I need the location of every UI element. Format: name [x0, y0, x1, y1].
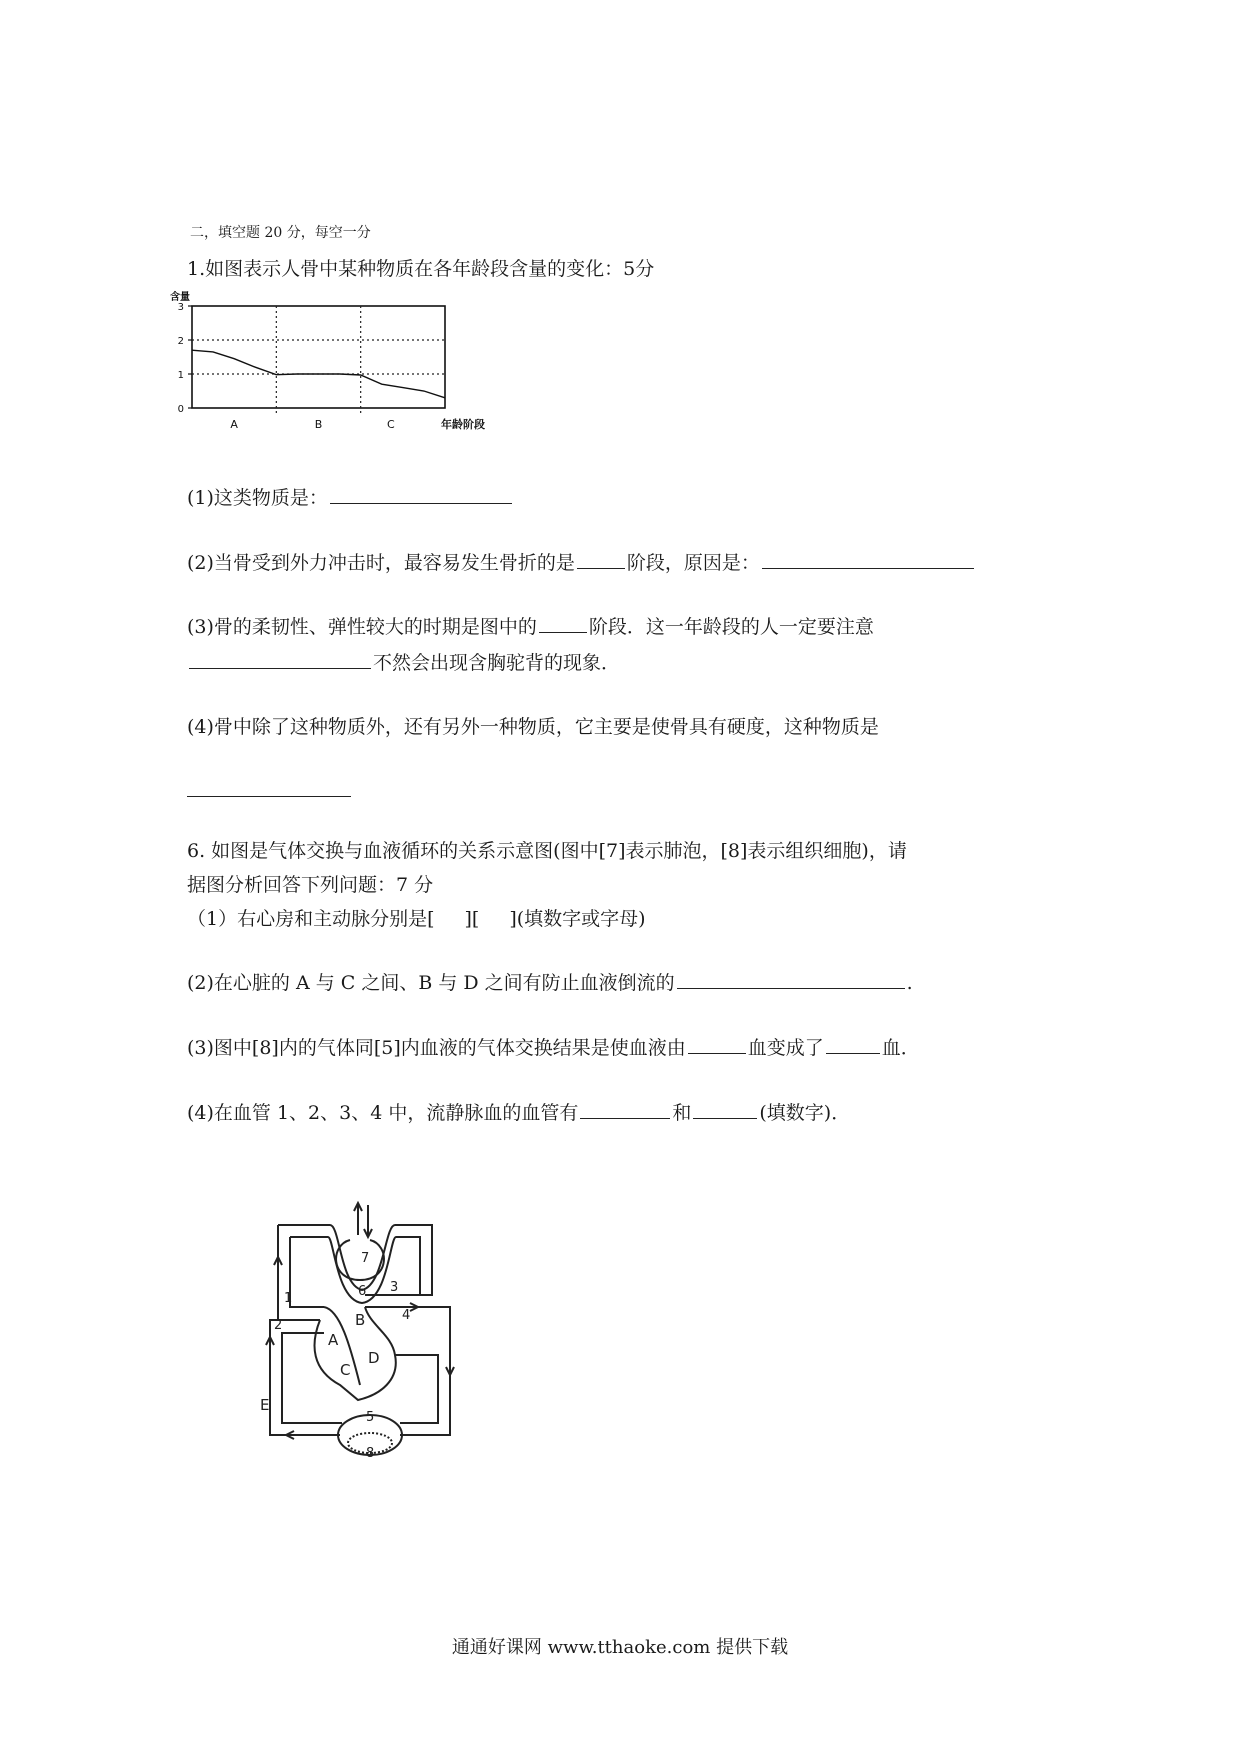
q6-title-line2: 据图分析回答下列问题：7 分	[187, 874, 434, 896]
q1-part1	[187, 483, 514, 510]
q1-part3-text-a: (3)骨的柔韧性、弹性较大的时期是图中的	[187, 616, 537, 638]
q1-part3	[187, 612, 874, 639]
chart-ylabel: 含量	[170, 292, 190, 303]
diagram-label-1: 1	[284, 1291, 293, 1306]
q1-part3-line2	[187, 648, 620, 675]
diagram-label-B: B	[355, 1311, 366, 1329]
q6-part2	[187, 968, 913, 995]
q6-part4-text-b: 和	[672, 1102, 692, 1124]
q6-part4-text-a: (4)在血管 1、2、3、4 中，流静脉血的血管有	[187, 1102, 579, 1124]
diagram-label-D: D	[368, 1349, 380, 1367]
q1-part1-text: (1)这类物质是：	[187, 487, 328, 509]
diagram-label-6: 6	[358, 1284, 367, 1299]
q6-part3-text-b: 血变成了	[747, 1037, 824, 1059]
q1-part3-text-b: 阶段．这一年龄段的人一定要注意	[588, 616, 874, 638]
diagram-label-3: 3	[390, 1280, 399, 1295]
chart-ytick-label-0: 0	[177, 404, 184, 415]
systemic-artery-4	[400, 1307, 450, 1435]
q1-part3-blank-attention[interactable]	[189, 667, 371, 669]
q6-part3-text-c: 血．	[881, 1037, 920, 1059]
diagram-label-7: 7	[361, 1251, 370, 1266]
chart-xlabel: 年龄阶段	[441, 418, 485, 431]
q1-part1-blank[interactable]	[330, 502, 512, 504]
diagram-label-E: E	[260, 1396, 270, 1414]
q6-part4-blank-1[interactable]	[580, 1117, 670, 1119]
section-header: 二，填空题 20 分，每空一分	[190, 225, 371, 241]
footer: 通通好课网 www.tthaoke.com 提供下载	[451, 1637, 789, 1658]
chart-ytick-label-1: 1	[177, 370, 184, 381]
q6-part2-text-b: .	[906, 972, 913, 994]
q6-part1	[187, 904, 646, 931]
q6-part4-blank-2[interactable]	[693, 1117, 757, 1119]
chart-category-C: C	[386, 418, 395, 431]
chart-category-B: B	[314, 418, 323, 431]
artery-3	[365, 1290, 432, 1295]
q1-part4: (4)骨中除了这种物质外，还有另外一种物质，它主要是使骨具有硬度，这种物质是	[187, 716, 879, 738]
q6-part1-text-b: ][	[464, 908, 480, 930]
q1-part4-blank[interactable]	[187, 796, 351, 797]
bone-content-chart	[170, 288, 540, 468]
diagram-label-2: 2	[274, 1318, 283, 1333]
q6-part2-text-a: (2)在心脏的 A 与 C 之间、B 与 D 之间有防止血液倒流的	[187, 972, 675, 994]
q1-title: 1.如图表示人骨中某种物质在各年龄段含量的变化：5分	[187, 258, 655, 280]
air-arrows	[354, 1203, 372, 1237]
q6-part1-text-c: ](填数字或字母)	[509, 908, 646, 930]
q6-part1-text-a: （1）右心房和主动脉分别是[	[187, 908, 435, 930]
q1-part2-text-b: 阶段，原因是：	[626, 552, 760, 574]
diagram-label-4: 4	[402, 1308, 411, 1323]
chart-category-A: A	[230, 418, 238, 431]
q1-part2-blank-stage[interactable]	[577, 567, 625, 569]
q6-part3-blank-to[interactable]	[826, 1052, 880, 1054]
q1-part2	[187, 548, 976, 575]
chart-ytick-label-3: 3	[177, 302, 184, 313]
q6-title-line1: 6. 如图是气体交换与血液循环的关系示意图(图中[7]表示肺泡，[8]表示组织细胞)，请	[187, 840, 907, 862]
q6-part3	[187, 1033, 920, 1060]
q1-part2-blank-reason[interactable]	[762, 567, 974, 569]
diagram-label-5: 5	[366, 1410, 375, 1425]
q1-part3-text-c: 不然会出现含胸驼背的现象．	[373, 652, 621, 674]
diagram-label-A: A	[328, 1331, 339, 1349]
q6-part2-blank-valve[interactable]	[677, 987, 905, 989]
diagram-label-C: C	[340, 1361, 351, 1379]
q6-part3-blank-from[interactable]	[688, 1052, 746, 1054]
diagram-label-8: 8	[366, 1446, 375, 1461]
q1-part2-text-a: (2)当骨受到外力冲击时，最容易发生骨折的是	[187, 552, 575, 574]
q6-part4-text-c: (填数字)．	[759, 1102, 851, 1124]
circulation-diagram	[250, 1195, 500, 1515]
q1-part3-blank-stage[interactable]	[539, 631, 587, 633]
q6-part4	[187, 1098, 850, 1125]
q6-part3-text-a: (3)图中[8]内的气体同[5]内血液的气体交换结果是使血液由	[187, 1037, 686, 1059]
chart-ytick-label-2: 2	[177, 336, 184, 347]
